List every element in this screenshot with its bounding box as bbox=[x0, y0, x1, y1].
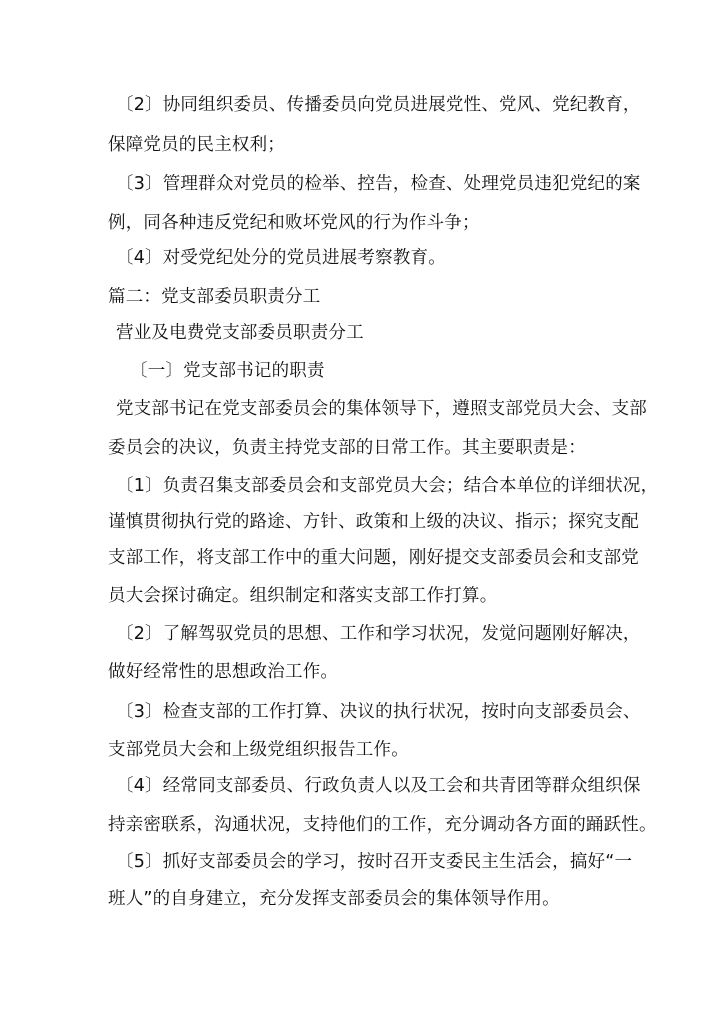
text-line-21: 〔5〕抓好支部委员会的学习，按时召开支委民主生活会，搞好“一 bbox=[116, 852, 633, 872]
section-subtitle: 营业及电费党支部委员职责分工 bbox=[116, 323, 364, 343]
subsection-heading: 〔一〕党支部书记的职责 bbox=[130, 361, 325, 381]
text-line-5: 〔4〕对受党纪处分的党员进展考察教育。 bbox=[116, 248, 446, 268]
text-line-18: 支部党员大会和上级党组织报告工作。 bbox=[108, 740, 409, 760]
text-line-11: 〔1〕负责召集支部委员会和支部党员大会；结合本单位的详细状况， bbox=[116, 476, 659, 496]
text-line-19: 〔4〕经常同支部委员、行政负责人以及工会和共青团等群众组织保 bbox=[116, 776, 641, 796]
text-line-16: 做好经常性的思想政治工作。 bbox=[108, 662, 339, 682]
text-line-13: 支部工作，将支部工作中的重大问题，刚好提交支部委员会和支部党 bbox=[108, 548, 639, 568]
text-line-15: 〔2〕了解驾驭党员的思想、工作和学习状况，发觉问题刚好解决， bbox=[116, 624, 641, 644]
text-line-10: 委员会的决议，负责主持党支部的日常工作。其主要职责是： bbox=[108, 438, 586, 458]
text-line-22: 班人”的自身建立，充分发挥支部委员会的集体领导作用。 bbox=[108, 889, 560, 909]
text-line-2: 保障党员的民主权利； bbox=[108, 135, 285, 155]
text-line-12: 谨慎贯彻执行党的路途、方针、政策和上级的决议、指示；探究支配 bbox=[108, 512, 639, 532]
text-line-3: 〔3〕管理群众对党员的检举、控告，检查、处理党员违犯党纪的案 bbox=[116, 174, 641, 194]
text-line-9: 党支部书记在党支部委员会的集体领导下，遵照支部党员大会、支部 bbox=[116, 399, 647, 419]
text-line-17: 〔3〕检查支部的工作打算、决议的执行状况，按时向支部委员会、 bbox=[116, 702, 641, 722]
text-line-14: 员大会探讨确定。组织制定和落实支部工作打算。 bbox=[108, 586, 498, 606]
section-heading: 篇二：党支部委员职责分工 bbox=[108, 287, 321, 307]
text-line-1: 〔2〕协同组织委员、传播委员向党员进展党性、党风、党纪教育， bbox=[116, 95, 641, 115]
text-line-4: 例，同各种违反党纪和败坏党风的行为作斗争； bbox=[108, 213, 480, 233]
text-line-20: 持亲密联系，沟通状况，支持他们的工作，充分调动各方面的踊跃性。 bbox=[108, 815, 657, 835]
